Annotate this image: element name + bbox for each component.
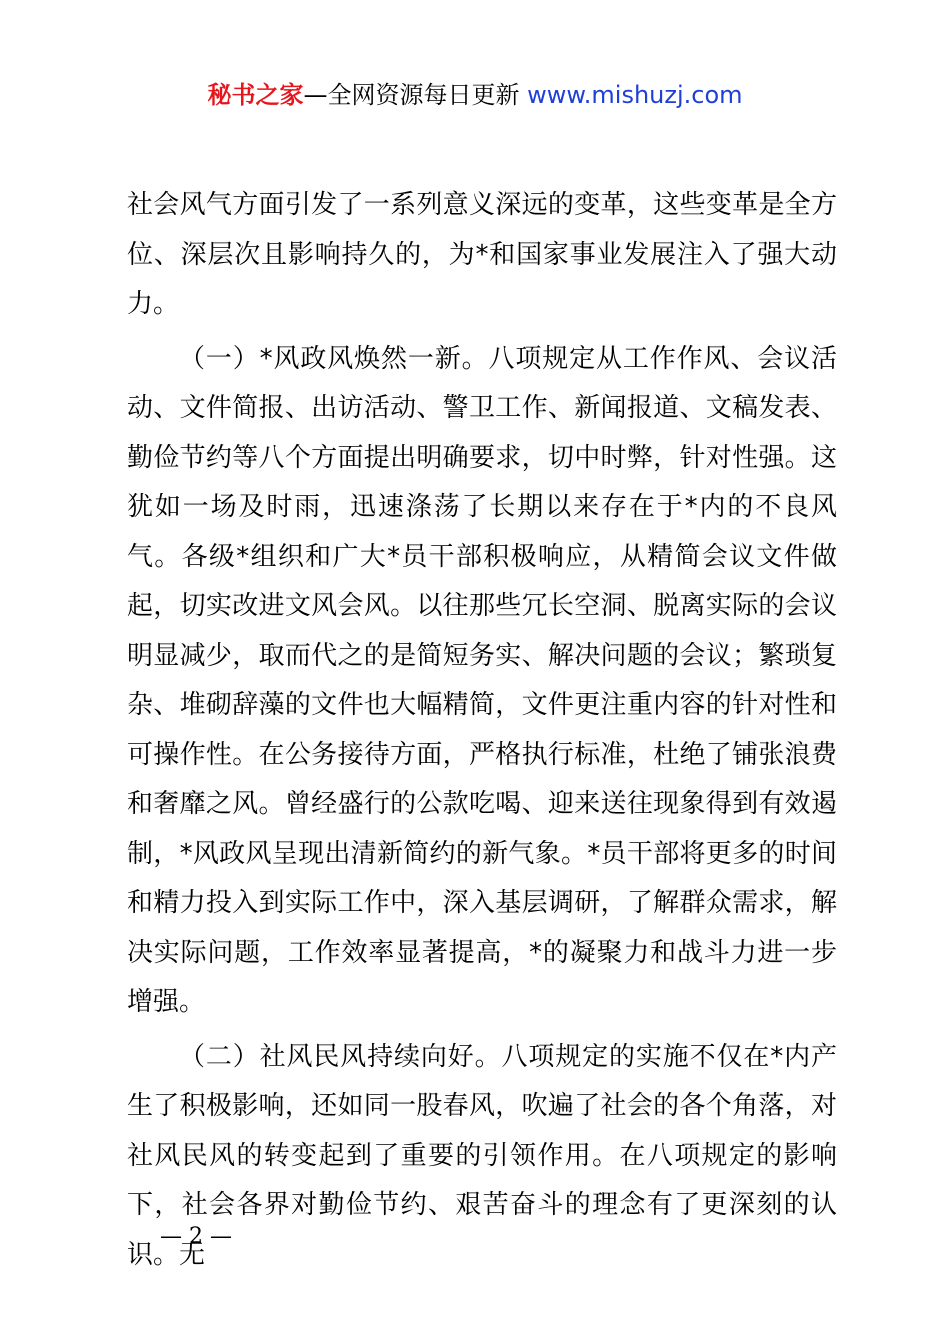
site-header-banner: [0, 78, 950, 112]
document-body: [127, 181, 837, 1280]
paragraph-section-two: （二）社风民风持续向好。八项规定的实施不仅在*内产生了积极影响，还如同一股春风，吹遍了社会的各个角落，对社风民风的转变起到了重要的引领作用。在八项规定的影响下，社会各界对勤俭节约、艰苦奋斗的理念有了更深刻的认识。无: [127, 1041, 837, 1270]
site-slogan: —全网资源每日更新: [303, 81, 520, 109]
paragraph-section-one: （一）*风政风焕然一新。八项规定从工作作风、会议活动、文件简报、出访活动、警卫工作、新闻报道、文稿发表、勤俭节约等八个方面提出明确要求，切中时弊，针对性强。这犹如一场及时雨，迅速涤荡了长期以来存在于*内的不良风气。各级*组织和广大*员干部积极响应，从精简会议文件做起，切实改进文风会风。以往那些冗长空洞、脱离实际的会议明显减少，取而代之的是简短务实、解决问题的会议；繁琐复杂、堆砌辞藻的文件也大幅精简，文件更注重内容的针对性和可操作性。在公务接待方面，严格执行标准，杜绝了铺张浪费和奢靡之风。曾经盛行的公款吃喝、迎来送往现象得到有效遏制，*风政风呈现出清新简约的新气象。*员干部将更多的时间和精力投入到实际工作中，深入基层调研，了解群众需求，解决实际问题，工作效率显著提高，*的凝聚力和战斗力进一步增强。: [127, 343, 837, 1017]
site-url-link[interactable]: www.mishuzj.com: [527, 81, 743, 109]
site-brand-name: 秘书之家: [207, 81, 304, 109]
page-number: — 2 —: [160, 1224, 232, 1249]
paragraph-continuation: 社会风气方面引发了一系列意义深远的变革，这些变革是全方位、深层次且影响持久的，为*和国家事业发展注入了强大动力。: [127, 190, 837, 319]
